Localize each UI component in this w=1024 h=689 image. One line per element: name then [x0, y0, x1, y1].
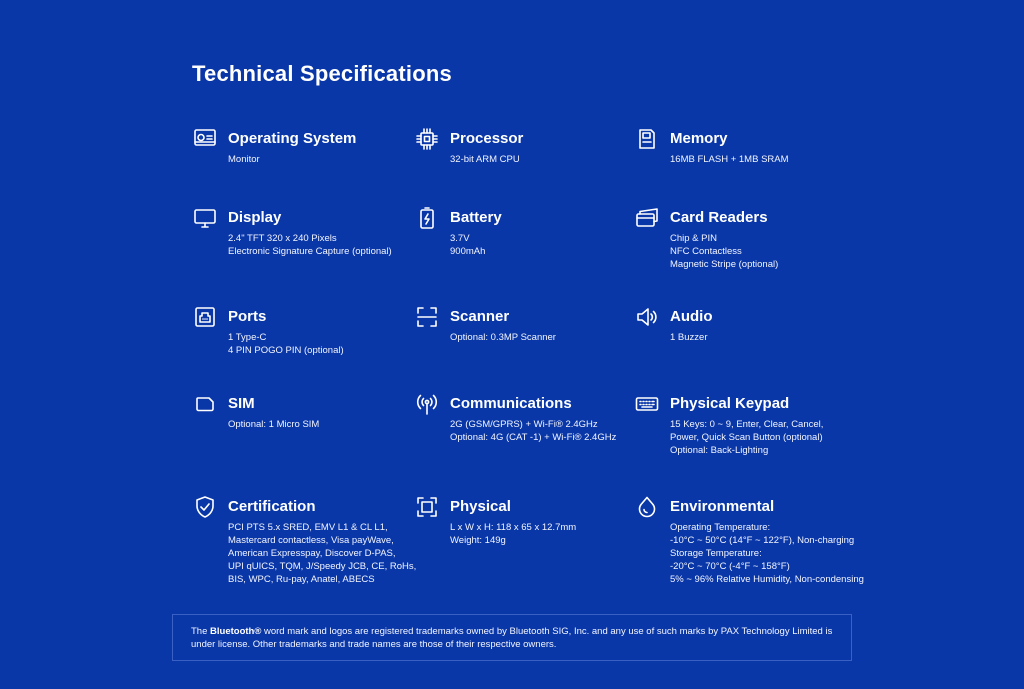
spec-title: Ports: [228, 308, 267, 325]
spec-title: Operating System: [228, 130, 357, 147]
spec-title: Display: [228, 209, 282, 226]
trademark-text: word mark and logos are registered trademarks owned by Bluetooth SIG, Inc. and any use of such marks by PAX Technology Limited is: [261, 626, 833, 637]
trademark-notice: [172, 614, 852, 661]
spec-value: 15 Keys: 0 ~ 9, Enter, Clear, Cancel,: [670, 419, 824, 430]
spec-title: Physical Keypad: [670, 395, 790, 412]
spec-row: [192, 205, 892, 304]
page-title: Technical Specifications: [192, 61, 452, 86]
spec-card-readers: [634, 205, 844, 271]
spec-value: Chip & PIN: [670, 233, 717, 244]
droplet-icon: [634, 494, 660, 520]
display-screen-icon: [192, 205, 218, 231]
spec-processor: [414, 126, 624, 166]
spec-value: 16MB FLASH + 1MB SRAM: [670, 154, 789, 165]
battery-icon: [414, 205, 440, 231]
spec-title: SIM: [228, 395, 255, 412]
spec-audio: [634, 304, 844, 344]
spec-value: Magnetic Stripe (optional): [670, 259, 779, 270]
spec-value: -10°C ~ 50°C (14°F ~ 122°F), Non-charging: [670, 535, 855, 546]
antenna-icon: [414, 391, 440, 417]
spec-value: Operating Temperature:: [670, 522, 771, 533]
spec-title: Communications: [450, 395, 572, 412]
spec-value: L x W x H: 118 x 65 x 12.7mm: [450, 522, 577, 533]
spec-value: Electronic Signature Capture (optional): [228, 246, 392, 257]
spec-value: 32-bit ARM CPU: [450, 154, 520, 165]
spec-certification: [192, 494, 417, 586]
spec-battery: [414, 205, 624, 258]
spec-row: [192, 126, 892, 205]
memory-card-icon: [634, 126, 660, 152]
spec-value: Optional: 4G (CAT -1) + Wi-Fi® 2.4GHz: [450, 432, 617, 443]
trademark-line-2: under license. Other trademarks and trade names are those of their respective owners.: [191, 639, 557, 650]
spec-title: Scanner: [450, 308, 510, 325]
spec-value: 1 Buzzer: [670, 332, 708, 343]
spec-title: Processor: [450, 130, 524, 147]
spec-environmental: [634, 494, 864, 586]
spec-memory: [634, 126, 844, 166]
dimensions-icon: [414, 494, 440, 520]
shield-check-icon: [192, 494, 218, 520]
spec-value: Optional: 1 Micro SIM: [228, 419, 320, 430]
spec-title: Certification: [228, 498, 316, 515]
bluetooth-brand: Bluetooth®: [210, 626, 262, 637]
spec-title: Environmental: [670, 498, 775, 515]
spec-value: BIS, WPC, Ru-pay, Anatel, ABECS: [228, 574, 375, 585]
trademark-prefix: The: [191, 626, 211, 637]
spec-title: Audio: [670, 308, 713, 325]
spec-grid: [192, 126, 892, 604]
ports-icon: [192, 304, 218, 330]
spec-value: 3.7V: [450, 233, 470, 244]
spec-scanner: [414, 304, 624, 344]
spec-row: [192, 494, 892, 604]
spec-value: 2G (GSM/GPRS) + Wi-Fi® 2.4GHz: [450, 419, 598, 430]
spec-value: Weight: 149g: [450, 535, 506, 546]
spec-value: NFC Contactless: [670, 246, 742, 257]
spec-title: Card Readers: [670, 209, 768, 226]
spec-value: -20°C ~ 70°C (-4°F ~ 158°F): [670, 561, 790, 572]
spec-value: Mastercard contactless, Visa payWave,: [228, 535, 394, 546]
monitor-os-icon: [192, 126, 218, 152]
spec-value: Optional: Back-Lighting: [670, 445, 769, 456]
spec-operating-system: [192, 126, 402, 166]
spec-value: American Expresspay, Discover D-PAS,: [228, 548, 396, 559]
sim-card-icon: [192, 391, 218, 417]
spec-value: 900mAh: [450, 246, 486, 257]
spec-value: 1 Type-C: [228, 332, 267, 343]
processor-chip-icon: [414, 126, 440, 152]
spec-title: Battery: [450, 209, 502, 226]
trademark-line-1: [191, 625, 833, 638]
card-reader-icon: [634, 205, 660, 231]
spec-physical-keypad: [634, 391, 844, 457]
spec-value: Monitor: [228, 154, 260, 165]
spec-value: UPI qUICS, TQM, J/Speedy JCB, CE, RoHs,: [228, 561, 417, 572]
spec-title: Physical: [450, 498, 511, 515]
spec-value: Optional: 0.3MP Scanner: [450, 332, 556, 343]
spec-ports: [192, 304, 402, 357]
keyboard-icon: [634, 391, 660, 417]
spec-value: 5% ~ 96% Relative Humidity, Non-condensing: [670, 574, 864, 585]
spec-title: Memory: [670, 130, 728, 147]
spec-value: 2.4" TFT 320 x 240 Pixels: [228, 233, 337, 244]
spec-display: [192, 205, 402, 258]
spec-value: Storage Temperature:: [670, 548, 762, 559]
spec-row: [192, 304, 892, 391]
spec-sim: [192, 391, 402, 431]
spec-value: 4 PIN POGO PIN (optional): [228, 345, 344, 356]
spec-row: [192, 391, 892, 494]
scanner-icon: [414, 304, 440, 330]
spec-physical: [414, 494, 624, 547]
speaker-icon: [634, 304, 660, 330]
spec-value: PCI PTS 5.x SRED, EMV L1 & CL L1,: [228, 522, 388, 533]
spec-value: Power, Quick Scan Button (optional): [670, 432, 823, 443]
spec-communications: [414, 391, 624, 444]
